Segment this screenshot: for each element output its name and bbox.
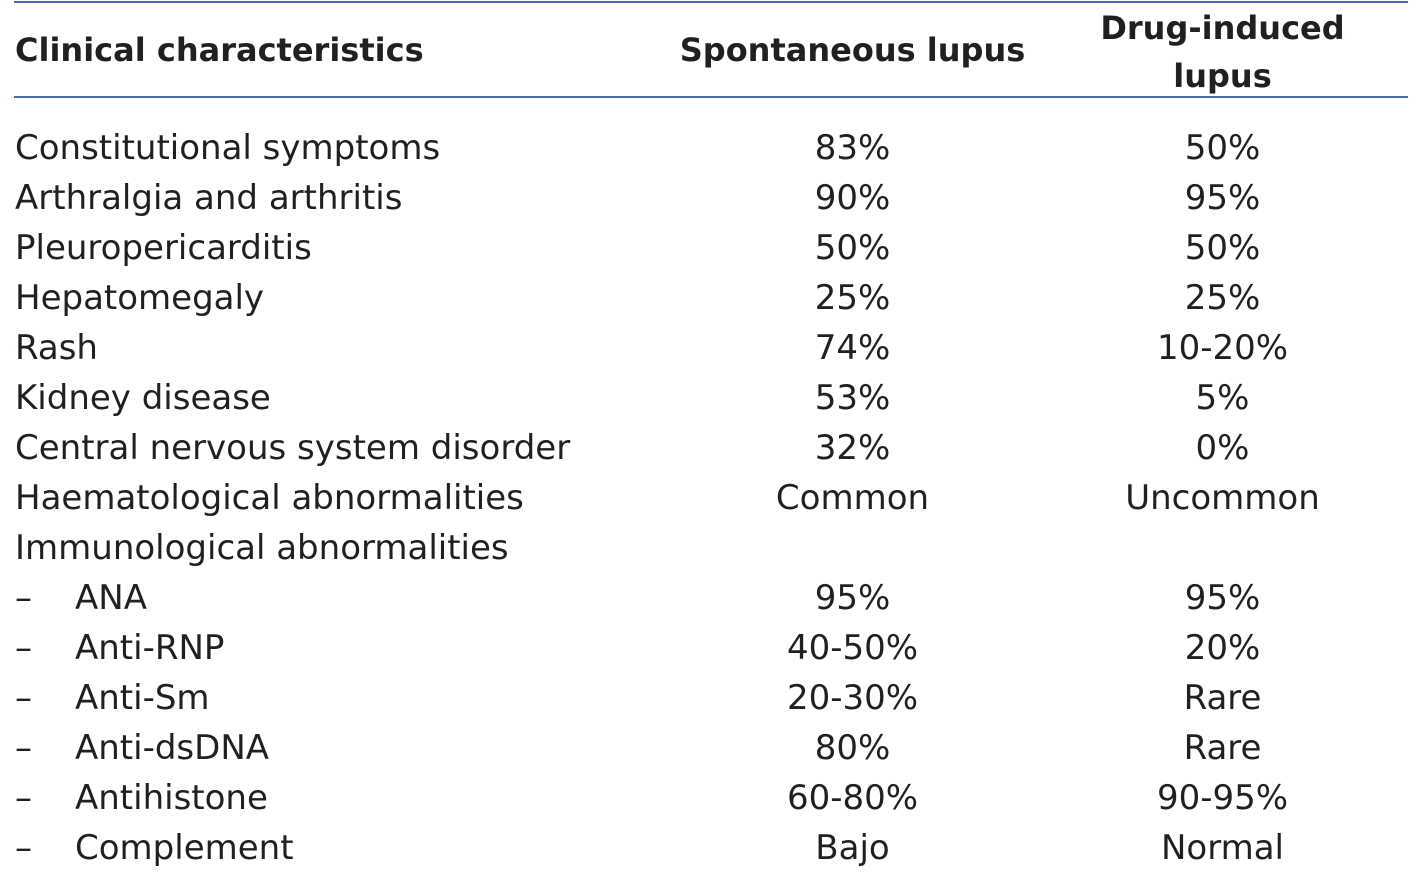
table-row — [0, 473, 1421, 523]
table-subrow — [0, 673, 1421, 723]
header-clinical-characteristics: Clinical characteristics — [15, 31, 424, 69]
subrow-drug-induced-value: Rare — [1183, 728, 1262, 768]
subrow-dash: – — [15, 728, 32, 768]
row-spontaneous-value: 90% — [814, 178, 891, 218]
row-drug-induced-value: Uncommon — [1125, 478, 1320, 518]
subrow-label: Complement — [75, 828, 294, 868]
row-drug-induced-value: 0% — [1195, 428, 1250, 468]
row-label: Hepatomegaly — [15, 278, 265, 318]
table-header-rule — [14, 96, 1408, 98]
row-label: Constitutional symptoms — [15, 128, 441, 168]
table-row — [0, 173, 1421, 223]
row-drug-induced-value: 5% — [1195, 378, 1250, 418]
subrow-dash: – — [15, 778, 32, 818]
subrow-label: Anti-RNP — [75, 628, 225, 668]
row-spontaneous-value: 50% — [814, 228, 891, 268]
subrow-drug-induced-value: Rare — [1183, 678, 1262, 718]
row-spontaneous-value: Common — [775, 478, 930, 518]
row-label: Immunological abnormalities — [15, 528, 509, 568]
subrow-label: ANA — [75, 578, 147, 618]
subrow-dash: – — [15, 578, 32, 618]
row-label: Kidney disease — [15, 378, 271, 418]
table-top-rule — [14, 1, 1408, 3]
header-drug-induced-line1: Drug-induced — [1100, 9, 1345, 47]
subrow-dash: – — [15, 828, 32, 868]
row-label: Pleuropericarditis — [15, 228, 312, 268]
row-drug-induced-value: 50% — [1184, 228, 1261, 268]
subrow-drug-induced-value: 20% — [1184, 628, 1261, 668]
subrow-spontaneous-value: 40-50% — [786, 628, 919, 668]
table-row — [0, 423, 1421, 473]
row-drug-induced-value: 95% — [1184, 178, 1261, 218]
subrow-dash: – — [15, 678, 32, 718]
row-label: Arthralgia and arthritis — [15, 178, 403, 218]
subrow-drug-induced-value: 95% — [1184, 578, 1261, 618]
row-label: Haematological abnormalities — [15, 478, 524, 518]
table-row — [0, 373, 1421, 423]
subrow-label: Antihistone — [75, 778, 268, 818]
table-row — [0, 323, 1421, 373]
table-subrow — [0, 623, 1421, 673]
row-drug-induced-value: 10-20% — [1156, 328, 1289, 368]
row-drug-induced-value: 50% — [1184, 128, 1261, 168]
row-spontaneous-value: 25% — [814, 278, 891, 318]
row-spontaneous-value: 32% — [814, 428, 891, 468]
subrow-drug-induced-value: 90-95% — [1156, 778, 1289, 818]
subrow-spontaneous-value: Bajo — [815, 828, 890, 868]
subrow-label: Anti-Sm — [75, 678, 210, 718]
subrow-spontaneous-value: 20-30% — [786, 678, 919, 718]
table-subrow — [0, 773, 1421, 823]
table-subrow — [0, 723, 1421, 773]
header-drug-induced-line2: lupus — [1173, 57, 1272, 95]
table-row — [0, 123, 1421, 173]
subrow-drug-induced-value: Normal — [1160, 828, 1285, 868]
table-row — [0, 273, 1421, 323]
subrow-dash: – — [15, 628, 32, 668]
table-subrow — [0, 823, 1421, 873]
table-row — [0, 223, 1421, 273]
table-subrow — [0, 573, 1421, 623]
table-body — [0, 123, 1421, 873]
row-drug-induced-value: 25% — [1184, 278, 1261, 318]
subrow-label: Anti-dsDNA — [75, 728, 270, 768]
row-label: Central nervous system disorder — [15, 428, 571, 468]
subrow-spontaneous-value: 60-80% — [786, 778, 919, 818]
table-row — [0, 523, 1421, 573]
row-spontaneous-value: 74% — [814, 328, 891, 368]
header-spontaneous-lupus: Spontaneous lupus — [679, 31, 1026, 69]
row-label: Rash — [15, 328, 98, 368]
subrow-spontaneous-value: 80% — [814, 728, 891, 768]
header-drug-induced-lupus — [1040, 4, 1405, 100]
row-spontaneous-value: 53% — [814, 378, 891, 418]
row-spontaneous-value: 83% — [814, 128, 891, 168]
subrow-spontaneous-value: 95% — [814, 578, 891, 618]
